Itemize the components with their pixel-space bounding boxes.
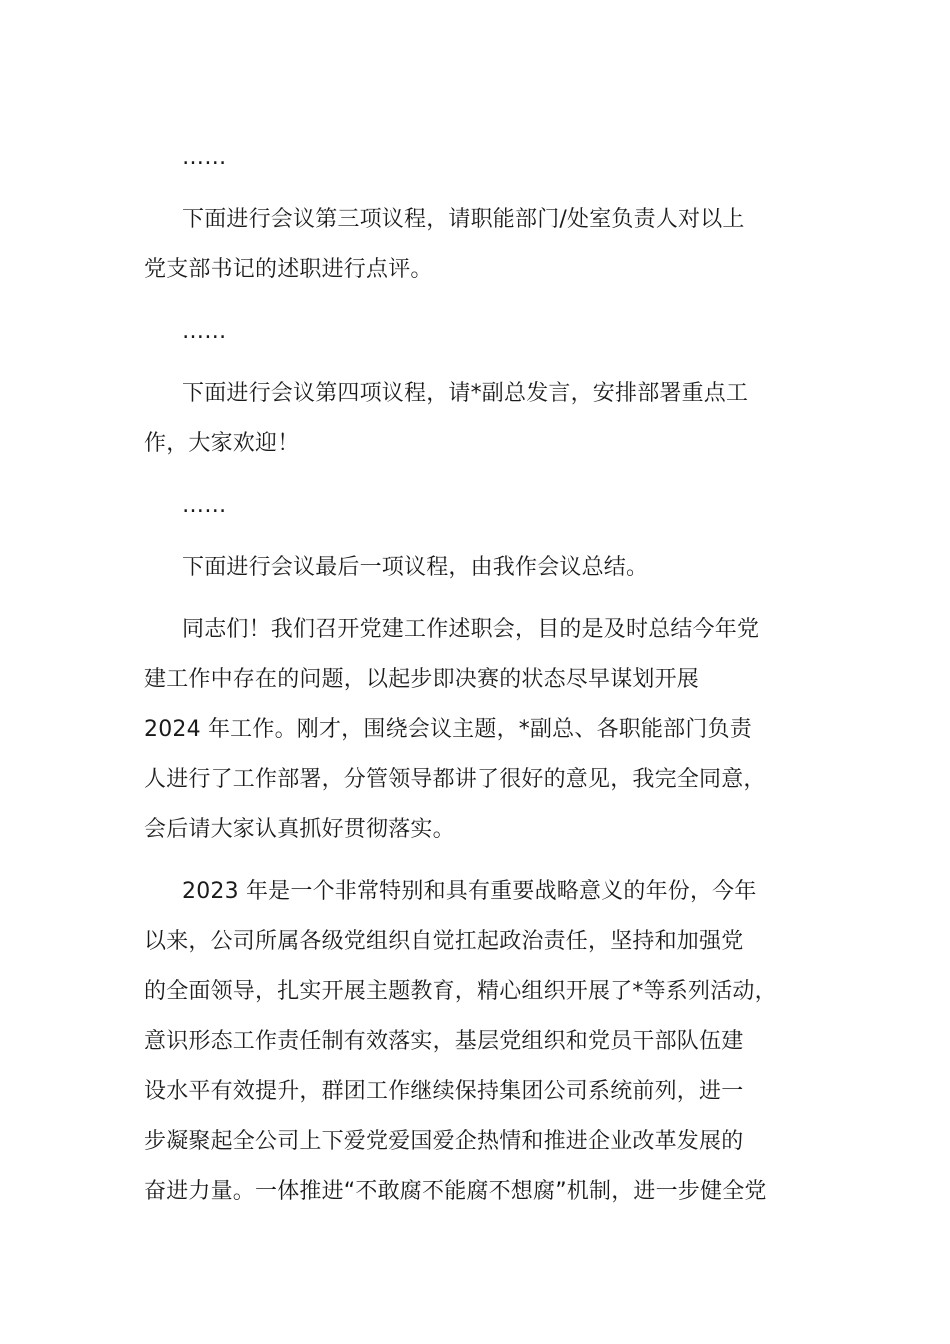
paragraph-summary-intro	[144, 605, 824, 855]
text-line: 建工作中存在的问题，以起步即决赛的状态尽早谋划开展	[144, 667, 700, 692]
text-line: 作，大家欢迎！	[144, 431, 300, 456]
document-body	[144, 133, 824, 1217]
text-line: ……	[182, 319, 227, 344]
paragraph-ellipsis-3	[144, 481, 824, 531]
text-line: 下面进行会议最后一项议程，由我作会议总结。	[182, 555, 649, 580]
text-line: 会后请大家认真抓好贯彻落实。	[144, 817, 455, 842]
text-line: 党支部书记的述职进行点评。	[144, 257, 433, 282]
text-line: 设水平有效提升，群团工作继续保持集团公司系统前列，进一	[144, 1079, 744, 1104]
text-line: 同志们！我们召开党建工作述职会，目的是及时总结今年党	[182, 617, 760, 642]
paragraph-ellipsis-1	[144, 133, 824, 183]
text-line: 奋进力量。一体推进“不敢腐不能腐不想腐”机制，进一步健全党	[144, 1179, 767, 1204]
paragraph-agenda-final	[144, 543, 824, 593]
text-line: 人进行了工作部署，分管领导都讲了很好的意见，我完全同意，	[144, 767, 766, 792]
text-line: 下面进行会议第四项议程，请*副总发言，安排部署重点工	[182, 381, 749, 406]
text-line: 以来，公司所属各级党组织自觉扛起政治责任，坚持和加强党	[144, 929, 744, 954]
text-line: 2024 年工作。刚才，围绕会议主题，*副总、各职能部门负责	[144, 717, 752, 742]
text-line: 意识形态工作责任制有效落实，基层党组织和党员干部队伍建	[144, 1029, 744, 1054]
paragraph-agenda-3	[144, 195, 824, 295]
text-line: 的全面领导，扎实开展主题教育，精心组织开展了*等系列活动，	[144, 979, 777, 1004]
text-line: ……	[182, 145, 227, 170]
text-line: 2023 年是一个非常特别和具有重要战略意义的年份，今年	[182, 879, 757, 904]
text-line: 下面进行会议第三项议程，请职能部门/处室负责人对以上	[182, 207, 745, 232]
text-line: ……	[182, 493, 227, 518]
text-line: 步凝聚起全公司上下爱党爱国爱企热情和推进企业改革发展的	[144, 1129, 744, 1154]
paragraph-2023-review	[144, 867, 824, 1217]
paragraph-agenda-4	[144, 369, 824, 469]
paragraph-ellipsis-2	[144, 307, 824, 357]
